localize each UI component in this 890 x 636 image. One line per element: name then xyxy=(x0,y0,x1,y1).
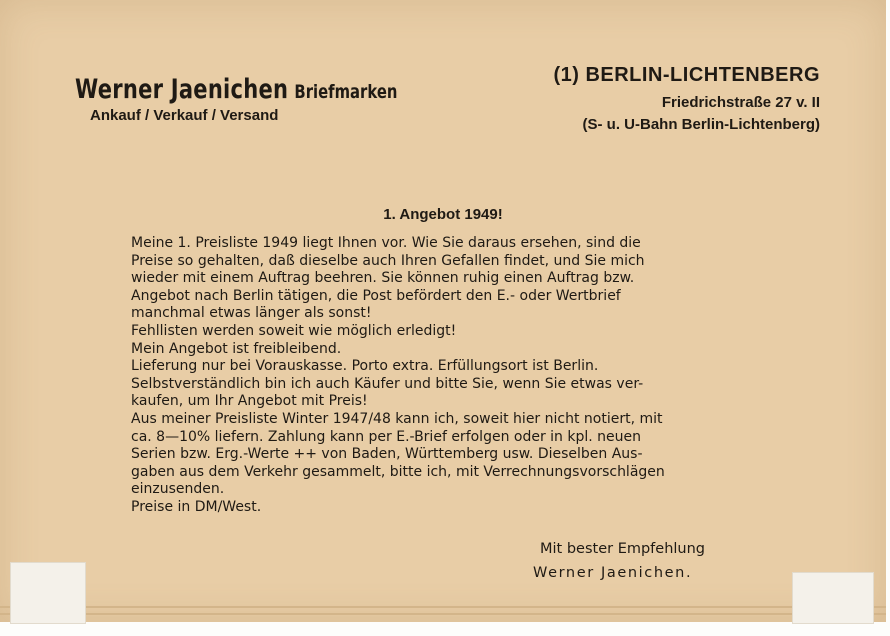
body-line: ca. 8—10% liefern. Zahlung kann per E.-Brief erfolgen oder in kpl. neuen xyxy=(131,428,642,445)
card-stack-edge xyxy=(0,606,886,608)
body-line: Angebot nach Berlin tätigen, die Post befördert den E.- oder Wertbrief xyxy=(131,287,621,304)
body-line: einzusenden. xyxy=(131,481,225,498)
letter-body xyxy=(131,235,763,517)
body-line: wieder mit einem Auftrag beehren. Sie können ruhig einen Auftrag bzw. xyxy=(131,270,635,287)
body-line: Fehllisten werden soweit wie möglich erledigt! xyxy=(131,322,457,339)
body-line: Preise so gehalten, daß dieselbe auch Ihren Gefallen findet, und Sie mich xyxy=(131,252,645,269)
body-line: gaben aus dem Verkehr gesammelt, bitte ich, mit Verrechnungsvorschlägen xyxy=(131,463,665,480)
body-line: Meine 1. Preisliste 1949 liegt Ihnen vor. Wie Sie daraus ersehen, sind die xyxy=(131,235,641,251)
body-line: manchmal etwas länger als sonst! xyxy=(131,305,372,322)
address-transit: (S- u. U-Bahn Berlin-Lichtenberg) xyxy=(582,116,820,133)
company-name: Werner Jaenichen xyxy=(75,74,289,105)
body-line: Preise in DM/West. xyxy=(131,498,262,515)
offer-heading: 1. Angebot 1949! xyxy=(383,206,503,223)
card-stack-edge xyxy=(0,613,886,615)
company-trade: Briefmarken xyxy=(294,81,398,103)
address-block xyxy=(505,64,820,133)
body-line: Serien bzw. Erg.-Werte ++ von Baden, Württemberg usw. Dieselben Aus- xyxy=(131,446,643,463)
left-mount-tab xyxy=(10,562,86,624)
closing-signer: Werner Jaenichen. xyxy=(533,565,693,581)
company-letterhead xyxy=(75,74,397,105)
company-services: Ankauf / Verkauf / Versand xyxy=(90,107,279,124)
closing-greeting: Mit bester Empfehlung xyxy=(540,541,706,557)
body-line: Aus meiner Preisliste Winter 1947/48 kann ich, soweit hier nicht notiert, mit xyxy=(131,410,663,427)
body-line: Selbstverständlich bin ich auch Käufer und bitte Sie, wenn Sie etwas ver- xyxy=(131,375,644,392)
address-street: Friedrichstraße 27 v. II xyxy=(661,94,820,111)
body-line: Mein Angebot ist freibleibend. xyxy=(131,340,342,357)
right-mount-tab xyxy=(792,572,874,624)
body-line: Lieferung nur bei Vorauskasse. Porto extra. Erfüllungsort ist Berlin. xyxy=(131,358,599,375)
body-line: kaufen, um Ihr Angebot mit Preis! xyxy=(131,393,368,410)
address-city: (1) BERLIN-LICHTENBERG xyxy=(553,64,820,86)
